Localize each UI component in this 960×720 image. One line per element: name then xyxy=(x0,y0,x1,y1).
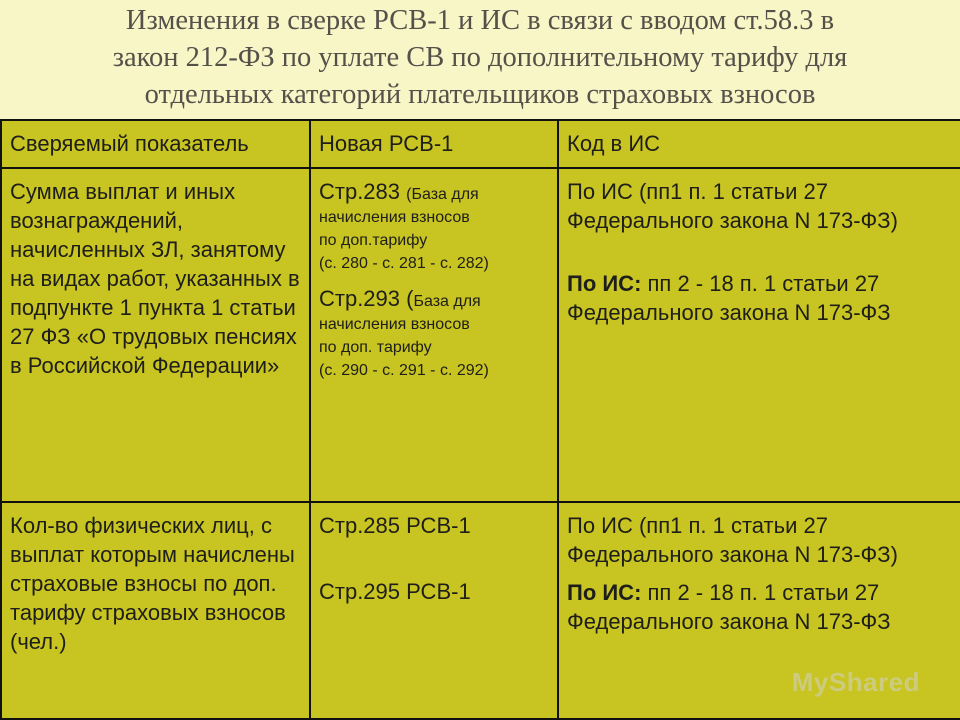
row1-rsv-293-note-1: База для xyxy=(413,293,481,310)
title-line-3: отдельных категорий плательщиков страховых взносов xyxy=(144,79,816,110)
slide-title xyxy=(0,2,960,113)
row1-rsv-283 xyxy=(319,177,549,206)
row2-indicator: Кол-во физических лиц, с выплат которым начислены страховые взносы по доп. тарифу страховых взносов (чел.) xyxy=(1,502,310,719)
row1-rsv-293-note-3: по доп. тарифу xyxy=(319,339,432,356)
row1-indicator: Сумма выплат и иных вознаграждений, начисленных ЗЛ, занятому на видах работ, указанных в подпункте 1 пункта 1 статьи 27 ФЗ «О трудовых пенсиях в Российской Федерации» xyxy=(1,168,310,502)
row2-rsv-285: Стр.285 РСВ-1 xyxy=(319,513,471,538)
row1-rsv-293-note-4: (с. 290 - с. 291 - с. 292) xyxy=(319,362,489,379)
comparison-table xyxy=(0,119,960,720)
row2-rsv-cell xyxy=(310,502,558,719)
row1-ic-a: По ИС (пп1 п. 1 статьи 27 Федерального закона N 173-ФЗ) xyxy=(567,179,898,233)
row2-ic-a: По ИС (пп1 п. 1 статьи 27 Федерального закона N 173-ФЗ) xyxy=(567,513,898,567)
row1-rsv-283-note-4: (с. 280 - с. 281 - с. 282) xyxy=(319,255,489,272)
row2-ic-b-text: пп 2 - 18 п. 1 статьи 27 Федерального закона N 173-ФЗ xyxy=(567,580,891,634)
row2-ic-b xyxy=(567,578,952,636)
row2-ic-b-label: По ИС: xyxy=(567,580,642,605)
header-indicator: Сверяемый показатель xyxy=(1,120,310,168)
table-row xyxy=(1,168,960,502)
row1-rsv-293 xyxy=(319,284,549,313)
row1-rsv-293-label: Стр.293 ( xyxy=(319,286,414,311)
row1-ic-cell xyxy=(558,168,960,502)
row1-rsv-283-note-2: начисления взносов xyxy=(319,209,470,226)
row1-ic-b-text: пп 2 - 18 п. 1 статьи 27 Федерального закона N 173-ФЗ xyxy=(567,271,891,325)
row1-rsv-283-note-3: по доп.тарифу xyxy=(319,232,428,249)
row1-rsv-283-label: Стр.283 xyxy=(319,179,401,204)
row1-rsv-cell xyxy=(310,168,558,502)
header-new-rsv: Новая РСВ-1 xyxy=(310,120,558,168)
row1-ic-b-label: По ИС: xyxy=(567,271,642,296)
title-line-1: Изменения в сверке РСВ-1 и ИС в связи с вводом ст.58.3 в xyxy=(125,5,835,36)
watermark: MyShared xyxy=(791,667,920,697)
row1-ic-b xyxy=(567,269,952,327)
title-line-2: закон 212-ФЗ по уплате СВ по дополнительному тарифу для xyxy=(112,42,848,73)
header-ic-code: Код в ИС xyxy=(558,120,960,168)
table-header-row xyxy=(1,120,960,168)
row1-rsv-283-note-1: (База для xyxy=(406,186,479,203)
row1-rsv-293-note-2: начисления взносов xyxy=(319,316,470,333)
row2-rsv-295: Стр.295 РСВ-1 xyxy=(319,579,471,604)
